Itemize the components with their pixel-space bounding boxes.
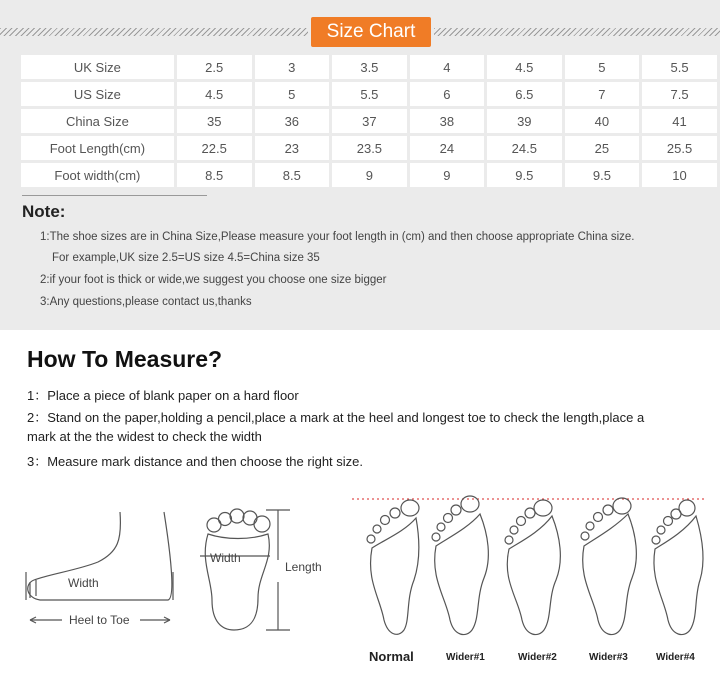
- row-label: China Size: [21, 109, 174, 133]
- table-cell: 7: [565, 82, 639, 106]
- foot-normal-icon: [367, 500, 419, 634]
- note-divider: [22, 195, 207, 196]
- measure-step: 1：Place a piece of blank paper on a hard floor: [27, 388, 299, 403]
- how-to-measure-title: How To Measure?: [27, 346, 223, 372]
- hatch-divider-left: [0, 28, 308, 36]
- table-row: [21, 55, 717, 79]
- table-cell: 4.5: [177, 82, 252, 106]
- row-label: Foot Length(cm): [21, 136, 174, 160]
- table-cell: 36: [255, 109, 329, 133]
- heel-to-toe-label: Heel to Toe: [69, 613, 130, 627]
- table-cell: 6: [410, 82, 484, 106]
- table-cell: 9: [332, 163, 407, 187]
- table-cell: 7.5: [642, 82, 717, 106]
- table-cell: 3.5: [332, 55, 407, 79]
- table-cell: 23: [255, 136, 329, 160]
- note-line: 3:Any questions,please contact us,thanks: [40, 296, 252, 308]
- measure-step: 3：Measure mark distance and then choose the right size.: [27, 454, 364, 469]
- row-label: US Size: [21, 82, 174, 106]
- table-cell: 25.5: [642, 136, 717, 160]
- table-cell: 6.5: [487, 82, 562, 106]
- length-label: Length: [285, 560, 322, 574]
- table-cell: 5: [255, 82, 329, 106]
- measure-step: 2：Stand on the paper,holding a pencil,place a mark at the heel and longest toe to check the length,place a: [27, 410, 645, 425]
- row-label: UK Size: [21, 55, 174, 79]
- table-cell: 5.5: [332, 82, 407, 106]
- foot-wider2-icon: [505, 500, 560, 635]
- foot-type-wider1-label: Wider#1: [446, 652, 485, 663]
- table-cell: 9: [410, 163, 484, 187]
- table-cell: 2.5: [177, 55, 252, 79]
- side-foot-icon: [26, 512, 173, 623]
- hatch-divider-right: [434, 28, 720, 36]
- table-cell: 5: [565, 55, 639, 79]
- table-cell: 25: [565, 136, 639, 160]
- note-title: Note:: [22, 202, 66, 221]
- table-cell: 5.5: [642, 55, 717, 79]
- foot-wider4-icon: [652, 500, 703, 635]
- table-cell: 9.5: [565, 163, 639, 187]
- table-cell: 41: [642, 109, 717, 133]
- sole-foot-icon: [200, 509, 290, 630]
- table-row: [21, 109, 717, 133]
- table-cell: 38: [410, 109, 484, 133]
- table-cell: 23.5: [332, 136, 407, 160]
- table-cell: 8.5: [255, 163, 329, 187]
- foot-type-wider3-label: Wider#3: [589, 652, 628, 663]
- table-cell: 4: [410, 55, 484, 79]
- size-table: [18, 52, 720, 190]
- table-row: [21, 136, 717, 160]
- note-line: 2:if your foot is thick or wide,we suggest you choose one size bigger: [40, 274, 387, 286]
- sole-width-label: Width: [210, 551, 241, 565]
- table-cell: 4.5: [487, 55, 562, 79]
- table-cell: 35: [177, 109, 252, 133]
- table-cell: 10: [642, 163, 717, 187]
- note-line: For example,UK size 2.5=US size 4.5=China size 35: [52, 252, 320, 264]
- table-cell: 3: [255, 55, 329, 79]
- foot-type-wider4-label: Wider#4: [656, 652, 695, 663]
- table-cell: 24.5: [487, 136, 562, 160]
- table-cell: 40: [565, 109, 639, 133]
- foot-wider3-icon: [581, 498, 636, 635]
- table-cell: 37: [332, 109, 407, 133]
- foot-type-wider2-label: Wider#2: [518, 652, 557, 663]
- foot-type-normal-label: Normal: [369, 649, 414, 664]
- table-cell: 9.5: [487, 163, 562, 187]
- table-cell: 8.5: [177, 163, 252, 187]
- table-cell: 39: [487, 109, 562, 133]
- table-row: [21, 163, 717, 187]
- note-line: 1:The shoe sizes are in China Size,Please measure your foot length in (cm) and then choose appropriate China size.: [40, 231, 635, 243]
- row-label: Foot width(cm): [21, 163, 174, 187]
- measure-step: mark at the the widest to check the width: [27, 429, 262, 444]
- side-width-label: Width: [68, 576, 99, 590]
- foot-wider1-icon: [432, 496, 488, 635]
- table-cell: 22.5: [177, 136, 252, 160]
- size-chart-title: Size Chart: [311, 17, 431, 47]
- table-row: [21, 82, 717, 106]
- table-cell: 24: [410, 136, 484, 160]
